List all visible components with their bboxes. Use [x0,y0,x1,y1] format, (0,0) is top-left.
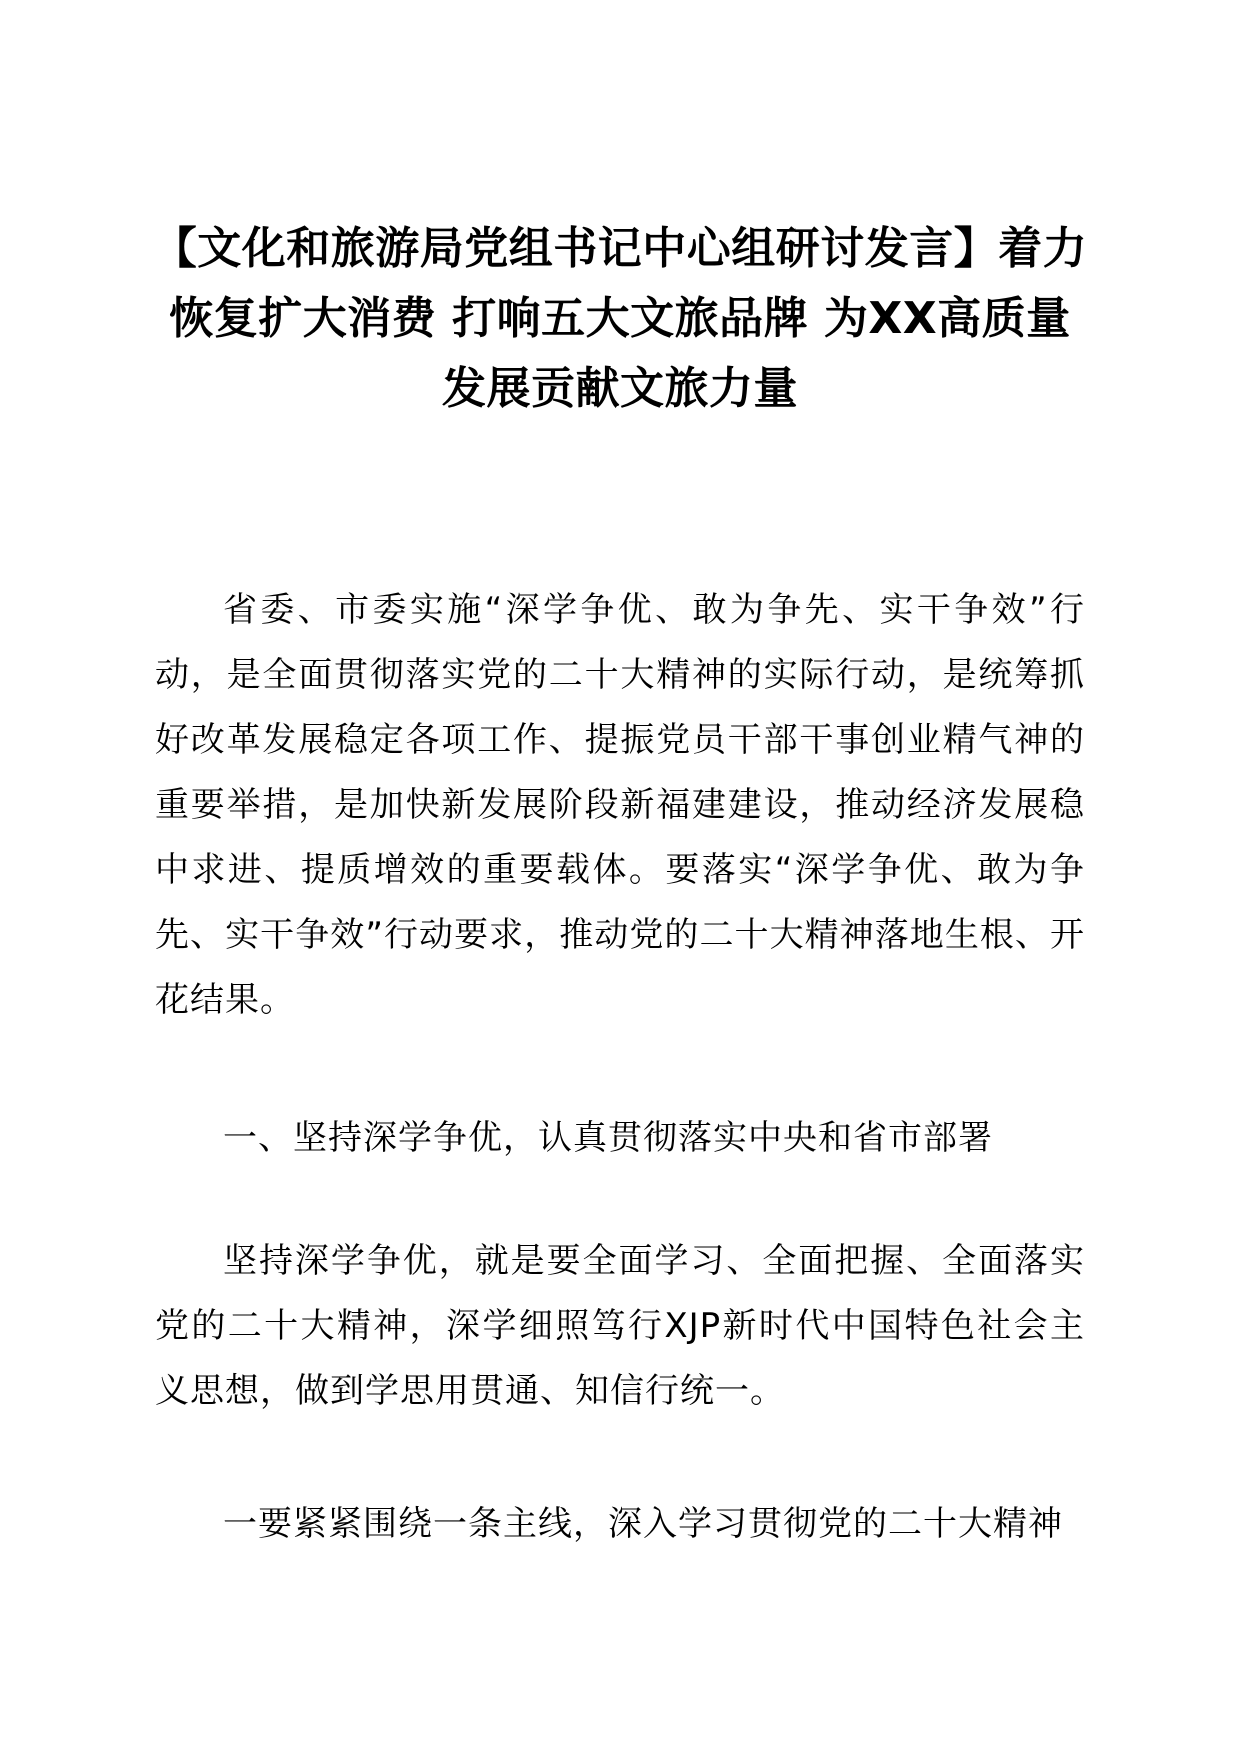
document-title: 【文化和旅游局党组书记中心组研讨发言】着力恢复扩大消费 打响五大文旅品牌 为XX高质量发展贡献文旅力量 [152,223,1088,414]
intro-paragraph: 省委、市委实施“深学争优、敢为争先、实干争效”行动，是全面贯彻落实党的二十大精神的实际行动，是统筹抓好改革发展稳定各项工作、提振党员干部干事创业精气神的重要举措，是加快新发展阶段新福建建设，推动经济发展稳中求进、提质增效的重要载体。要落实“深学争优、敢为争先、实干争效”行动要求，推动党的二十大精神落地生根、开花结果。 [155,590,1085,1020]
subsection-paragraph-1: 一要紧紧围绕一条主线，深入学习贯彻党的二十大精神 [223,1504,1063,1544]
section-paragraph-1: 坚持深学争优，就是要全面学习、全面把握、全面落实党的二十大精神，深学细照笃行XJP新时代中国特色社会主义思想，做到学思用贯通、知信行统一。 [155,1241,1085,1411]
section-heading-1: 一、坚持深学争优，认真贯彻落实中央和省市部署 [223,1118,993,1158]
